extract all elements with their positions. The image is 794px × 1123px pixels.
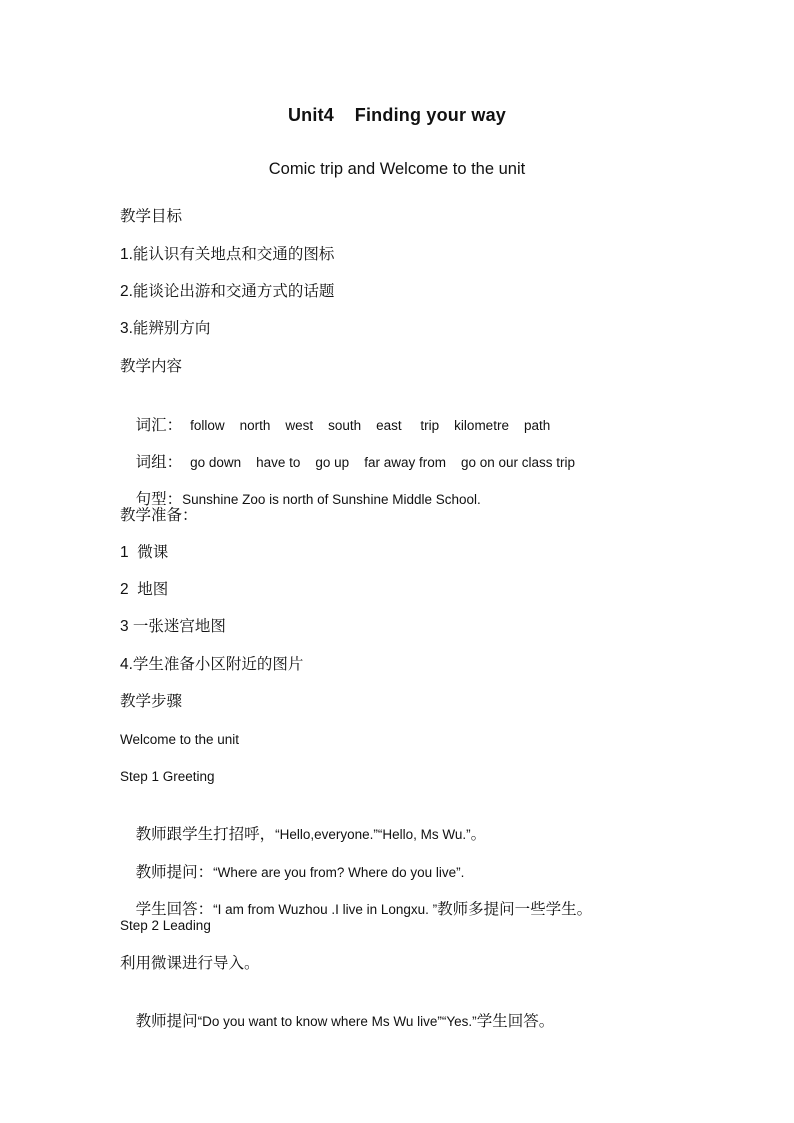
steps-heading: 教学步骤 bbox=[120, 693, 183, 710]
step1-title: Step 1 Greeting bbox=[120, 769, 215, 784]
step1-line2-cn: 教师提问： bbox=[135, 864, 214, 881]
objective-item: 1.能认识有关地点和交通的图标 bbox=[120, 246, 335, 263]
step1-line3-en: “I am from Wuzhou .I live in Longxu. ” bbox=[213, 902, 438, 917]
step2-line2-tail: 学生回答。 bbox=[476, 1012, 555, 1030]
objective-item: 2.能谈论出游和交通方式的话题 bbox=[120, 283, 335, 300]
document-title: Unit4 Finding your way bbox=[287, 105, 506, 125]
objectives-heading: 教学目标 bbox=[120, 208, 183, 225]
step1-line2-en: “Where are you from? Where do you live”. bbox=[213, 865, 465, 880]
step2-line2 bbox=[120, 991, 554, 1052]
content-heading: 教学内容 bbox=[120, 358, 183, 375]
prep-item: 2 地图 bbox=[120, 581, 169, 598]
prep-item: 4.学生准备小区附近的图片 bbox=[120, 656, 304, 673]
sentence-text: Sunshine Zoo is north of Sunshine Middle School. bbox=[182, 492, 481, 507]
step2-title: Step 2 Leading bbox=[120, 918, 211, 933]
vocab-words: follow north west south east trip kilometre path bbox=[190, 418, 551, 433]
step1-line1-en: “Hello,everyone.”“Hello, Ms Wu.” bbox=[275, 827, 471, 842]
prep-item: 3 一张迷宫地图 bbox=[120, 618, 226, 635]
step1-line3-cn: 学生回答： bbox=[135, 901, 214, 918]
phrase-label: 词组： bbox=[135, 454, 183, 471]
prep-heading: 教学准备： bbox=[120, 507, 198, 524]
step1-line1-cn: 教师跟学生打招呼， bbox=[135, 826, 276, 843]
step1-line3-tail: 教师多提问一些学生。 bbox=[437, 900, 593, 918]
step2-line2-en: “Do you want to know where Ms Wu live”“Yes.” bbox=[197, 1014, 477, 1029]
vocab-label: 词汇： bbox=[135, 417, 183, 434]
step2-line1: 利用微课进行导入。 bbox=[120, 955, 260, 972]
objective-item: 3.能辨别方向 bbox=[120, 320, 211, 337]
step1-line1-end: 。 bbox=[470, 826, 487, 843]
sentence-label: 句型： bbox=[135, 491, 183, 508]
phrase-words: go down have to go up far away from go on our class trip bbox=[190, 455, 576, 470]
step2-line2-cn: 教师提问 bbox=[135, 1013, 198, 1030]
prep-item: 1 微课 bbox=[120, 544, 169, 561]
welcome-line: Welcome to the unit bbox=[120, 732, 240, 747]
document-subtitle: Comic trip and Welcome to the unit bbox=[268, 160, 526, 178]
